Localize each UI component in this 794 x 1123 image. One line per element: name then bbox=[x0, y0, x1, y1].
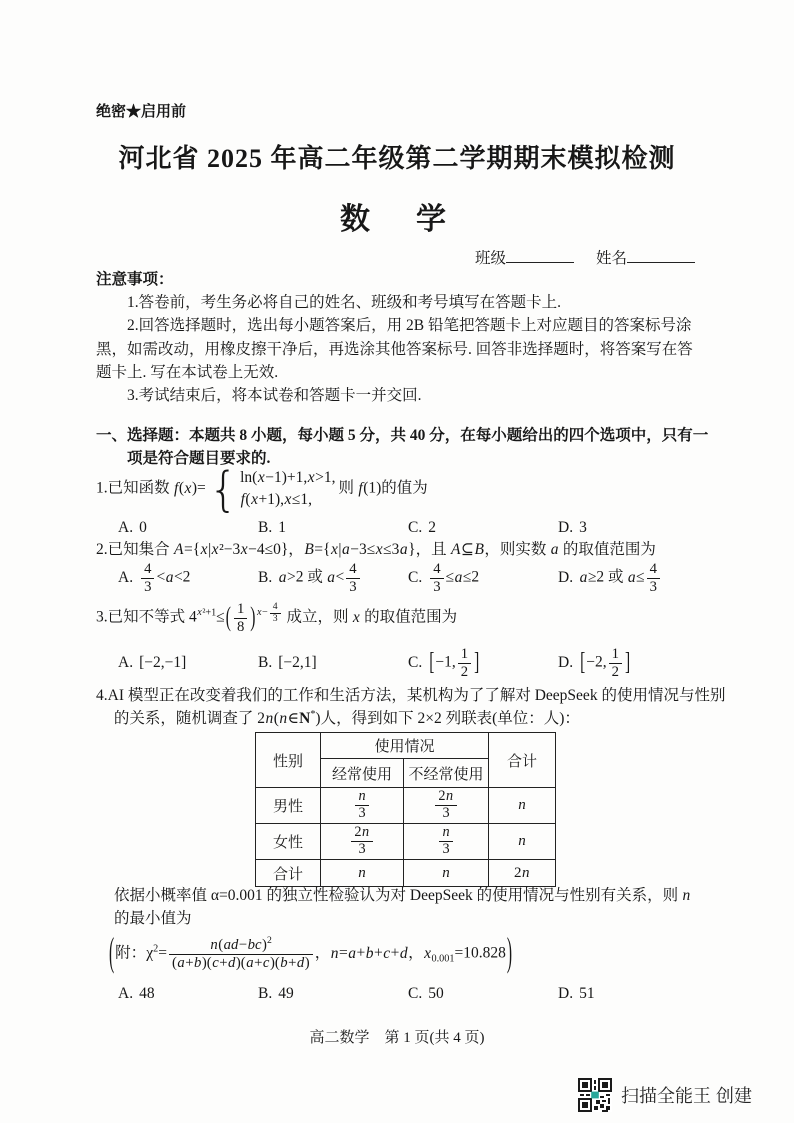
q3-option-b bbox=[258, 641, 317, 685]
option-value: [−2,−1] bbox=[139, 654, 187, 671]
question-4-math: 4.AI 模型正在改变着我们的工作和生活方法，某机构为了了解对 DeepSeek 的使用情况与性别的关系，随机调查了 2n(n∈N*)人，得到如下 2×2 列联表(单位：人)： bbox=[96, 687, 726, 728]
q4-option-b bbox=[258, 982, 294, 1006]
question-1-math: 1.已知函数 f(x)= { ln(x−1)+1,x>1, f(x+1),x≤1, 则 f(1)的值为 bbox=[96, 461, 428, 517]
q2-option-a bbox=[118, 556, 190, 600]
cell-female-often: $\frac{2n}{3}$ bbox=[321, 824, 404, 860]
q3-option-c bbox=[408, 641, 480, 685]
option-label: C. bbox=[408, 985, 423, 1002]
option-value: a≥2 或 a≤ $\frac{4}{3}$ bbox=[579, 561, 662, 595]
option-value: 51 bbox=[579, 985, 595, 1002]
question-4-formula bbox=[108, 928, 752, 980]
class-label: 班级 bbox=[475, 250, 507, 267]
cell-male-not-often: $\frac{2n}{3}$ bbox=[404, 788, 489, 824]
q2-option-d bbox=[558, 556, 662, 600]
question-2-math: 2.已知集合 A={x|x²−3x−4≤0}，B={x|a−3≤x≤3a}，且 A⊆B，则实数 a 的取值范围为 bbox=[96, 541, 656, 558]
row-label-male: 男性 bbox=[256, 788, 321, 824]
cell-female-not-often: $\frac{n}{3}$ bbox=[404, 824, 489, 860]
subject-title: 数 学 bbox=[340, 203, 454, 236]
row-label-female: 女性 bbox=[256, 824, 321, 860]
notices-heading: 注意事项： bbox=[96, 271, 174, 288]
option-label: B. bbox=[258, 654, 273, 671]
registration-line bbox=[475, 246, 695, 268]
q4-option-a bbox=[118, 982, 155, 1006]
question-4-options bbox=[96, 982, 740, 1006]
question-3-options bbox=[96, 641, 740, 685]
option-label: D. bbox=[558, 519, 574, 536]
qr-code-icon bbox=[578, 1078, 612, 1112]
notices-block bbox=[96, 268, 706, 407]
th-total: 合计 bbox=[489, 733, 556, 788]
question-4-post-math: 依据小概率值 α=0.001 的独立性检验认为对 DeepSeek 的使用情况与性别有关系，则 n 的最小值为 bbox=[114, 887, 691, 928]
cell-female-total: n bbox=[489, 824, 556, 860]
question-4-continuation bbox=[114, 884, 710, 930]
question-2-options bbox=[96, 556, 740, 600]
q3-option-a bbox=[118, 641, 186, 685]
cell-grand-total: 2n bbox=[489, 860, 556, 887]
option-label: B. bbox=[258, 569, 273, 586]
option-label: D. bbox=[558, 985, 574, 1002]
cell-male-often: $\frac{n}{3}$ bbox=[321, 788, 404, 824]
row-label-total: 合计 bbox=[256, 860, 321, 887]
option-value: 3 bbox=[579, 519, 587, 536]
option-value: $\frac{4}{3}$ ≤a≤2 bbox=[428, 561, 479, 595]
option-label: D. bbox=[558, 654, 574, 671]
question-3-stem bbox=[96, 598, 740, 638]
question-4-stem bbox=[96, 684, 740, 730]
scanner-credit-text: 扫描全能王 创建 bbox=[621, 1086, 753, 1106]
contingency-table bbox=[255, 732, 556, 887]
th-not-often: 不经常使用 bbox=[404, 759, 489, 788]
option-value: [−2, $\frac{1}{2}$ ] bbox=[580, 646, 631, 680]
option-label: A. bbox=[118, 654, 134, 671]
security-level-label: 绝密★启用前 bbox=[96, 104, 187, 120]
notice-item-3: 3.考试结束后，将本试卷和答题卡一并交回. bbox=[127, 387, 422, 405]
option-label: B. bbox=[258, 985, 273, 1002]
exam-title: 河北省 2025 年高二年级第二学期期末模拟检测 bbox=[118, 144, 676, 173]
q2-option-c bbox=[408, 556, 479, 600]
option-value: 2 bbox=[428, 519, 436, 536]
question-1-stem bbox=[96, 463, 740, 515]
q3-option-d bbox=[558, 641, 631, 685]
option-label: A. bbox=[118, 519, 134, 536]
option-value: [−1, $\frac{1}{2}$ ] bbox=[429, 646, 480, 680]
option-value: a>2 或 a< $\frac{4}{3}$ bbox=[278, 561, 361, 595]
option-value: 0 bbox=[139, 519, 147, 536]
option-value: 48 bbox=[139, 985, 155, 1002]
cell-total-not-often: n bbox=[404, 860, 489, 887]
th-often: 经常使用 bbox=[321, 759, 404, 788]
option-label: A. bbox=[118, 985, 134, 1002]
option-value: 49 bbox=[278, 985, 294, 1002]
th-usage: 使用情况 bbox=[321, 733, 489, 759]
option-label: B. bbox=[258, 519, 273, 536]
class-blank-line bbox=[506, 248, 574, 263]
option-value: 1 bbox=[278, 519, 286, 536]
option-value: $\frac{4}{3}$ <a<2 bbox=[139, 561, 190, 595]
notice-item-1: 1.答卷前，考生务必将自己的姓名、班级和考号填写在答题卡上. bbox=[127, 294, 562, 312]
option-label: C. bbox=[408, 569, 423, 586]
cell-total-often: n bbox=[321, 860, 404, 887]
option-value: 50 bbox=[428, 985, 444, 1002]
question-3-math: 3.已知不等式 $4^{x^2+1}\le$( $\frac{1}{8}$ ) $^{x- \frac{4}{3}}$ 成立，则 x 的取值范围为 bbox=[96, 600, 458, 635]
scanner-watermark bbox=[578, 1078, 752, 1112]
option-value: [−2,1] bbox=[278, 654, 317, 671]
q4-option-d bbox=[558, 982, 595, 1006]
option-label: C. bbox=[408, 519, 423, 536]
chi-square-formula: (附：$\chi^2=$ $\frac{n(ad-bc)^2}{(a+b)(c+d)(a+c)(b+d)}$ ，n=a+b+c+d，$x_{0.001}=10.828$) bbox=[109, 931, 513, 976]
option-label: D. bbox=[558, 569, 574, 586]
page-footer: 高二数学 第 1 页(共 4 页) bbox=[309, 1030, 485, 1046]
option-label: A. bbox=[118, 569, 134, 586]
section-1-heading: 一、选择题：本题共 8 小题，每小题 5 分，共 40 分，在每小题给出的四个选项中，只有一项是符合题目要求的. bbox=[96, 427, 709, 468]
notice-item-2: 2.回答选择题时，选出每小题答案后，用 2B 铅笔把答题卡上对应题目的答案标号涂黑，如需改动，用橡皮擦干净后，再选涂其他答案标号. 回答非选择题时，将答案写在答题卡上. 写在本试卷上无效. bbox=[96, 317, 693, 381]
q4-option-c bbox=[408, 982, 444, 1006]
name-blank-line bbox=[627, 248, 695, 263]
q2-option-b bbox=[258, 556, 362, 600]
name-label: 姓名 bbox=[596, 250, 628, 267]
th-gender: 性别 bbox=[256, 733, 321, 788]
cell-male-total: n bbox=[489, 788, 556, 824]
option-label: C. bbox=[408, 654, 423, 671]
